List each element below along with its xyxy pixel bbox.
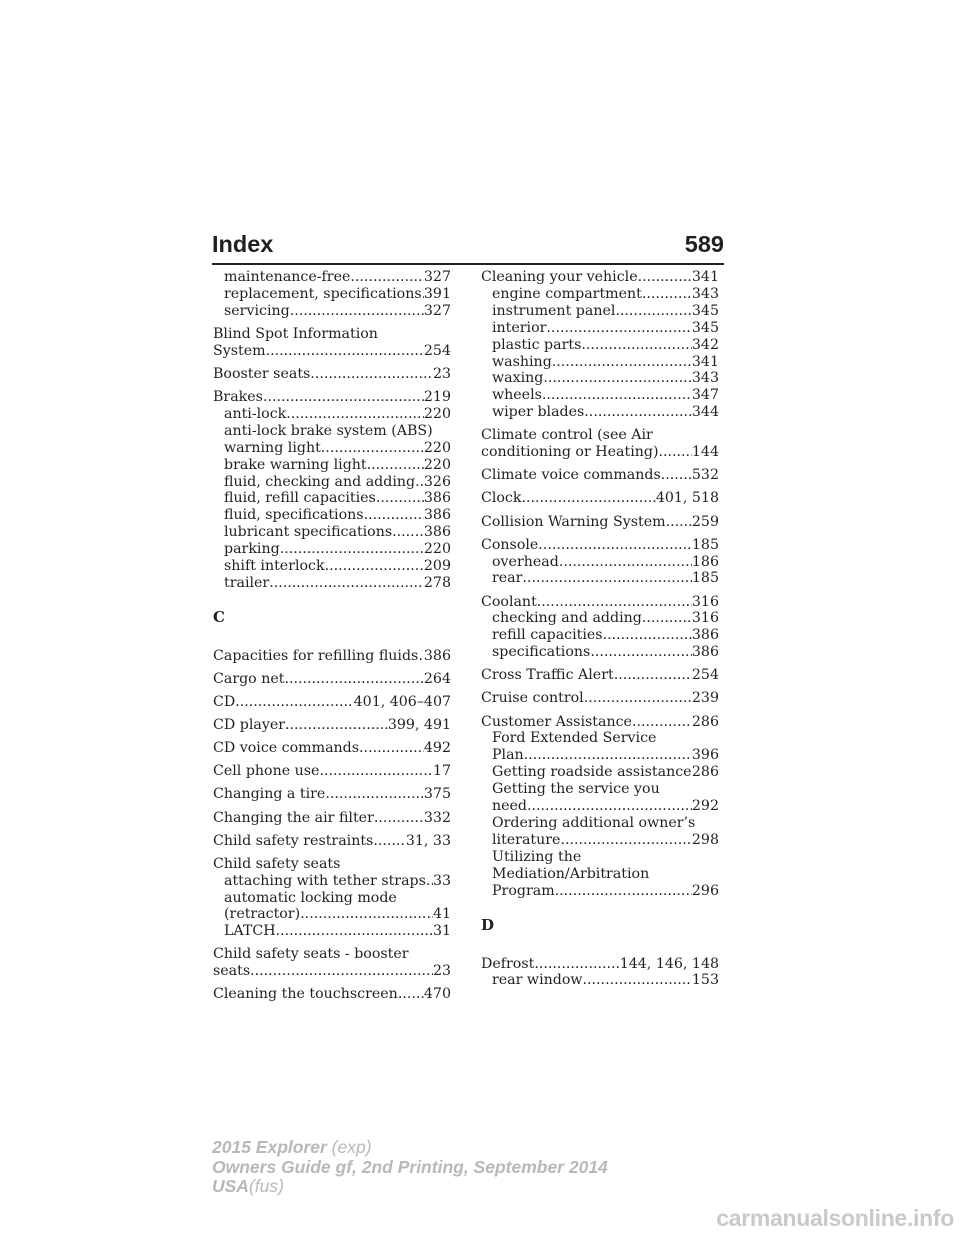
index-column-left xyxy=(213,269,451,1010)
entry-page-ref: 292 xyxy=(691,798,719,815)
dot-leader xyxy=(426,873,433,890)
index-entry-line xyxy=(213,810,451,827)
entry-page-ref: 209 xyxy=(423,558,451,575)
footer-line-printing: Owners Guide gf, 2nd Printing, September 2014 xyxy=(212,1156,608,1177)
entry-term: maintenance-free xyxy=(224,269,351,285)
entry-term: (retractor) xyxy=(224,906,301,923)
entry-term: trailer xyxy=(224,574,270,591)
entry-term: LATCH xyxy=(224,923,276,940)
entry-page-ref: 326 xyxy=(423,473,451,490)
entry-term: Blind Spot Information xyxy=(213,325,378,342)
entry-term: rear window xyxy=(492,972,583,989)
dot-leader xyxy=(376,490,424,507)
index-entry xyxy=(481,956,719,990)
index-entry xyxy=(213,986,451,1003)
entry-term: servicing xyxy=(224,302,290,319)
index-subentry-line xyxy=(481,815,719,832)
index-entry-line xyxy=(481,269,719,286)
entry-term: Collision Warning System xyxy=(481,513,666,530)
dot-leader xyxy=(266,343,424,360)
entry-term: literature xyxy=(492,831,561,848)
index-entry xyxy=(213,389,451,592)
entry-term: Coolant xyxy=(481,593,537,610)
index-entry-line xyxy=(481,690,719,707)
footer-line-region: USA(fus) xyxy=(212,1176,284,1196)
entry-term: Mediation/Arbitration xyxy=(492,865,650,882)
index-entry-line xyxy=(213,763,451,780)
entry-term: Ford Extended Service xyxy=(492,730,657,747)
index-entry xyxy=(213,740,451,757)
entry-page-ref: 327 xyxy=(423,269,451,285)
index-subentry-line xyxy=(481,337,719,354)
index-subentry-line xyxy=(213,906,451,923)
dot-leader xyxy=(300,906,433,923)
entry-term: System xyxy=(213,342,266,359)
dot-leader xyxy=(527,798,692,815)
entry-page-ref: 375 xyxy=(423,786,451,803)
entry-page-ref: 386 xyxy=(691,644,719,661)
entry-page-ref: 332 xyxy=(423,809,451,826)
page-header xyxy=(0,226,724,262)
dot-leader xyxy=(524,747,692,764)
dot-leader xyxy=(661,467,692,484)
entry-page-ref: 219 xyxy=(423,389,451,405)
entry-term: Climate control (see Air xyxy=(481,427,653,444)
entry-page-ref: 31, 33 xyxy=(405,832,451,849)
entry-page-ref: 399, 491 xyxy=(387,717,451,734)
index-subentry-line xyxy=(481,554,719,571)
index-entry-line xyxy=(481,537,719,554)
dot-leader xyxy=(555,883,692,900)
index-subentry-line xyxy=(213,474,451,491)
entry-term: Child safety restraints xyxy=(213,832,374,849)
entry-page-ref: 259 xyxy=(691,513,719,530)
dot-leader xyxy=(642,286,692,303)
index-entry-line xyxy=(213,986,451,1003)
dot-leader xyxy=(285,717,388,734)
index-subentry-line xyxy=(213,269,451,286)
entry-term: instrument panel xyxy=(492,302,616,319)
index-subentry-line xyxy=(213,507,451,524)
index-entry-line xyxy=(213,343,451,360)
entry-term: interior xyxy=(492,319,547,336)
entry-term: plastic parts xyxy=(492,336,582,353)
dot-leader xyxy=(583,972,692,989)
index-column-right xyxy=(481,269,719,996)
entry-term: Program xyxy=(492,882,555,899)
index-subentry-line xyxy=(481,866,719,883)
index-subentry-line xyxy=(213,286,451,303)
index-entry xyxy=(213,671,451,688)
dot-leader xyxy=(658,444,691,461)
index-entry-line xyxy=(213,740,451,757)
entry-term: specifications xyxy=(492,644,591,661)
entry-page-ref: 17 xyxy=(432,763,451,780)
entry-page-ref: 23 xyxy=(432,365,451,382)
index-subentry-line xyxy=(481,303,719,320)
entry-term: Booster seats xyxy=(213,365,311,382)
entry-page-ref: 296 xyxy=(691,882,719,899)
entry-term: rear xyxy=(492,570,523,587)
entry-term: Changing the air filter xyxy=(213,809,374,826)
dot-leader xyxy=(560,832,691,849)
index-entry-line xyxy=(213,326,451,343)
page-number: 589 xyxy=(684,231,724,257)
entry-term: Cross Traffic Alert xyxy=(481,667,614,684)
header-rule xyxy=(212,263,724,265)
index-subentry-line xyxy=(481,972,719,989)
index-entry-line xyxy=(213,946,451,963)
index-entry xyxy=(481,714,719,900)
page-title: Index xyxy=(212,231,274,257)
index-entry-line xyxy=(213,648,451,665)
entry-term: refill capacities xyxy=(492,627,603,644)
entry-page-ref: 342 xyxy=(691,336,719,353)
index-entry-line xyxy=(213,786,451,803)
entry-page-ref: 220 xyxy=(423,439,451,456)
index-entry-line xyxy=(213,366,451,383)
index-subentry-line xyxy=(481,832,719,849)
index-entry xyxy=(213,833,451,850)
index-entry xyxy=(213,326,451,360)
document-footer xyxy=(212,1138,608,1197)
entry-term: Cleaning the touchscreen xyxy=(213,986,398,1003)
dot-leader xyxy=(603,627,692,644)
entry-page-ref: 492 xyxy=(423,740,451,757)
entry-page-ref: 401, 406–407 xyxy=(353,694,451,711)
index-entry xyxy=(481,467,719,484)
index-entry-line xyxy=(213,856,451,873)
dot-leader xyxy=(615,303,692,320)
dot-leader xyxy=(374,810,424,827)
entry-page-ref: 185 xyxy=(691,570,719,587)
entry-page-ref: 344 xyxy=(691,404,719,421)
index-subentry-line xyxy=(213,541,451,558)
index-entry xyxy=(481,514,719,531)
entry-term: Getting the service you xyxy=(492,781,660,798)
entry-term: Utilizing the xyxy=(492,848,582,865)
index-subentry-line xyxy=(481,781,719,798)
entry-page-ref: 254 xyxy=(691,667,719,684)
entry-page-ref: 316 xyxy=(691,610,719,627)
entry-term: checking and adding xyxy=(492,610,642,627)
dot-leader xyxy=(534,956,619,973)
index-subentry-line xyxy=(481,849,719,866)
entry-page-ref: 220 xyxy=(423,456,451,473)
entry-page-ref: 286 xyxy=(691,764,719,781)
entry-page-ref: 144, 146, 148 xyxy=(619,955,719,972)
entry-page-ref: 386 xyxy=(423,490,451,507)
dot-leader xyxy=(581,337,692,354)
dot-leader xyxy=(359,740,424,757)
entry-page-ref: 341 xyxy=(691,269,719,285)
dot-leader xyxy=(542,387,692,404)
index-entry-line xyxy=(481,667,719,684)
dot-leader xyxy=(286,406,424,423)
entry-term: wheels xyxy=(492,387,542,404)
index-subentry-line xyxy=(481,320,719,337)
entry-page-ref: 41 xyxy=(432,906,451,923)
index-subentry-line xyxy=(481,387,719,404)
dot-leader xyxy=(632,714,692,731)
entry-term: Clock xyxy=(481,490,522,507)
entry-term: Plan xyxy=(492,747,524,764)
entry-term: waxing xyxy=(492,370,544,387)
index-subentry-line xyxy=(481,286,719,303)
entry-page-ref: 254 xyxy=(423,342,451,359)
entry-term: automatic locking mode xyxy=(224,889,397,906)
index-entry-line xyxy=(213,717,451,734)
dot-leader xyxy=(584,404,692,421)
entry-term: CD xyxy=(213,694,236,711)
dot-leader xyxy=(325,558,424,575)
index-entry xyxy=(213,786,451,803)
index-entry xyxy=(213,694,451,711)
entry-page-ref: 386 xyxy=(423,524,451,541)
section-letter: D xyxy=(481,915,495,934)
index-subentry-line xyxy=(213,440,451,457)
entry-page-ref: 264 xyxy=(423,670,451,687)
entry-page-ref: 278 xyxy=(423,574,451,591)
dot-leader xyxy=(638,269,692,286)
dot-leader xyxy=(373,833,406,850)
entry-page-ref: 532 xyxy=(691,467,719,484)
entry-page-ref: 220 xyxy=(423,541,451,558)
entry-term: anti-lock brake system (ABS) xyxy=(224,422,433,439)
entry-term: lubricant specifications xyxy=(224,524,393,541)
entry-page-ref: 343 xyxy=(691,370,719,387)
dot-leader xyxy=(280,541,424,558)
index-subentry-line xyxy=(213,890,451,907)
index-entry xyxy=(213,717,451,734)
index-entry-line xyxy=(481,714,719,731)
index-entry xyxy=(481,594,719,662)
index-entry xyxy=(481,667,719,684)
dot-leader xyxy=(290,303,424,320)
index-entry xyxy=(481,690,719,707)
index-subentry-line xyxy=(213,524,451,541)
dot-leader xyxy=(538,537,692,554)
entry-term: Child safety seats - booster xyxy=(213,946,409,963)
dot-leader xyxy=(398,986,424,1003)
entry-term: Child safety seats xyxy=(213,855,341,872)
dot-leader xyxy=(321,440,424,457)
entry-page-ref: 186 xyxy=(691,553,719,570)
index-entry-line xyxy=(481,490,719,507)
entry-term: seats xyxy=(213,963,251,980)
index-entry xyxy=(213,366,451,383)
dot-leader xyxy=(364,507,424,524)
entry-term: warning light xyxy=(224,439,321,456)
index-subentry-line xyxy=(481,570,719,587)
dot-leader xyxy=(392,524,424,541)
entry-page-ref: 396 xyxy=(691,747,719,764)
dot-leader xyxy=(367,457,424,474)
dot-leader xyxy=(546,320,691,337)
dot-leader xyxy=(521,490,655,507)
index-subentry-line xyxy=(481,370,719,387)
entry-term: overhead xyxy=(492,553,559,570)
index-entry-line xyxy=(481,467,719,484)
entry-page-ref: 401, 518 xyxy=(655,490,719,507)
entry-term: anti-lock xyxy=(224,405,287,422)
entry-page-ref: 345 xyxy=(691,319,719,336)
entry-term: fluid, checking and adding xyxy=(224,473,416,490)
dot-leader xyxy=(284,671,423,688)
entry-page-ref: 33 xyxy=(432,872,451,889)
dot-leader xyxy=(415,474,424,491)
entry-page-ref: 343 xyxy=(691,285,719,302)
dot-leader xyxy=(269,575,424,592)
dot-leader xyxy=(235,694,353,711)
entry-page-ref: 470 xyxy=(423,986,451,1003)
entry-term: parking xyxy=(224,541,280,558)
entry-term: Cargo net xyxy=(213,670,285,687)
index-entry xyxy=(481,537,719,588)
index-subentry-line xyxy=(213,558,451,575)
index-entry xyxy=(213,810,451,827)
dot-leader xyxy=(537,594,692,611)
index-subentry-line xyxy=(213,406,451,423)
dot-leader xyxy=(614,667,692,684)
entry-term: brake warning light xyxy=(224,456,367,473)
dot-leader xyxy=(543,370,692,387)
index-subentry-line xyxy=(213,303,451,320)
entry-term: attaching with tether straps xyxy=(224,872,426,889)
index-entry-line xyxy=(481,514,719,531)
index-subentry-line xyxy=(213,873,451,890)
entry-term: shift interlock xyxy=(224,558,325,575)
dot-leader xyxy=(559,554,692,571)
watermark: carmanualsonline.info xyxy=(716,1205,954,1231)
entry-term: Brakes xyxy=(213,389,263,405)
index-entry-line xyxy=(213,833,451,850)
index-subentry-line xyxy=(213,490,451,507)
entry-term: CD voice commands xyxy=(213,740,360,757)
index-subentry-line xyxy=(213,457,451,474)
entry-term: Getting roadside assistance xyxy=(492,764,692,781)
entry-term: replacement, specifications xyxy=(224,285,422,302)
index-subentry-line xyxy=(481,354,719,371)
entry-page-ref: 347 xyxy=(691,387,719,404)
index-entry-line xyxy=(481,594,719,611)
index-entry xyxy=(481,427,719,461)
index-subentry-line xyxy=(481,747,719,764)
index-subentry-line xyxy=(481,883,719,900)
dot-leader xyxy=(310,366,433,383)
dot-leader xyxy=(350,269,424,286)
dot-leader xyxy=(250,963,433,980)
entry-page-ref: 386 xyxy=(423,507,451,524)
entry-term: need xyxy=(492,798,528,815)
entry-term: Cruise control xyxy=(481,690,584,707)
entry-term: CD player xyxy=(213,717,286,734)
index-entry xyxy=(481,490,719,507)
entry-term: engine compartment xyxy=(492,285,642,302)
index-entry xyxy=(213,648,451,665)
section-letter: C xyxy=(213,607,225,626)
entry-page-ref: 298 xyxy=(691,831,719,848)
index-entry-line xyxy=(481,444,719,461)
index-subentry-line xyxy=(481,627,719,644)
entry-term: Customer Assistance xyxy=(481,713,632,730)
dot-leader xyxy=(584,690,692,707)
entry-term: Capacities for refilling fluids xyxy=(213,647,419,664)
index-subentry-line xyxy=(481,730,719,747)
entry-page-ref: 286 xyxy=(691,713,719,730)
entry-page-ref: 144 xyxy=(691,444,719,461)
index-entry xyxy=(213,269,451,320)
entry-page-ref: 386 xyxy=(691,627,719,644)
index-entry xyxy=(481,269,719,421)
index-subentry-line xyxy=(481,644,719,661)
entry-page-ref: 386 xyxy=(423,647,451,664)
index-entry-line xyxy=(213,671,451,688)
entry-term: washing xyxy=(492,353,552,370)
index-entry-line xyxy=(213,963,451,980)
entry-page-ref: 341 xyxy=(691,353,719,370)
index-subentry-line xyxy=(213,575,451,592)
entry-page-ref: 220 xyxy=(423,405,451,422)
entry-term: fluid, specifications xyxy=(224,507,364,524)
entry-term: Changing a tire xyxy=(213,786,326,803)
dot-leader xyxy=(666,514,692,531)
dot-leader xyxy=(319,763,432,780)
entry-page-ref: 327 xyxy=(423,302,451,319)
index-subentry-line xyxy=(213,423,451,440)
entry-term: Defrost xyxy=(481,955,535,972)
entry-term: wiper blades xyxy=(492,404,585,421)
index-subentry-line xyxy=(481,610,719,627)
entry-page-ref: 23 xyxy=(432,963,451,980)
entry-term: fluid, refill capacities xyxy=(224,490,376,507)
dot-leader xyxy=(325,786,424,803)
index-entry-line xyxy=(481,427,719,444)
index-subentry-line xyxy=(213,923,451,940)
entry-page-ref: 185 xyxy=(691,536,719,553)
index-subentry-line xyxy=(481,404,719,421)
entry-term: conditioning or Heating) xyxy=(481,444,659,461)
index-entry xyxy=(213,856,451,941)
entry-page-ref: 345 xyxy=(691,302,719,319)
entry-term: Cleaning your vehicle xyxy=(481,269,638,285)
dot-leader xyxy=(590,644,692,661)
index-entry-line xyxy=(213,694,451,711)
index-entry-line xyxy=(213,389,451,406)
index-subentry-line xyxy=(481,764,719,781)
entry-page-ref: 316 xyxy=(691,593,719,610)
dot-leader xyxy=(276,923,433,940)
dot-leader xyxy=(642,610,692,627)
entry-term: Climate voice commands xyxy=(481,467,661,484)
entry-term: Console xyxy=(481,536,539,553)
entry-term: Ordering additional owner’s xyxy=(492,814,696,831)
index-entry-line xyxy=(481,956,719,973)
footer-line-model: 2015 Explorer (exp) xyxy=(212,1137,372,1157)
index-entry xyxy=(213,946,451,980)
dot-leader xyxy=(263,389,424,406)
index-entry xyxy=(213,763,451,780)
dot-leader xyxy=(522,570,691,587)
entry-page-ref: 153 xyxy=(691,972,719,989)
entry-page-ref: 391 xyxy=(423,285,451,302)
index-subentry-line xyxy=(481,798,719,815)
entry-page-ref: 239 xyxy=(691,690,719,707)
entry-term: Cell phone use xyxy=(213,763,320,780)
dot-leader xyxy=(552,354,692,371)
entry-page-ref: 31 xyxy=(432,923,451,940)
